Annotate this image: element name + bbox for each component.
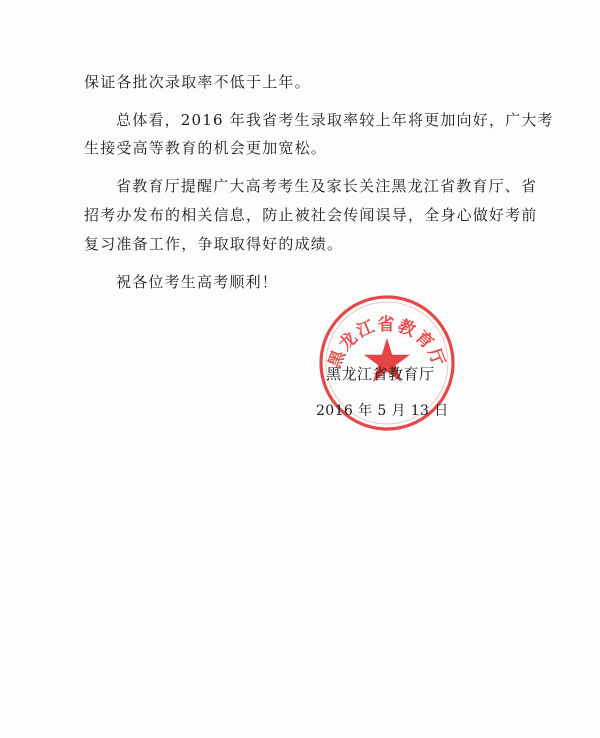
signature-date: 2016 年 5 月 13 日 <box>316 403 449 419</box>
seal-arc-text: 黑龙江省教育厅 <box>324 315 450 371</box>
paragraph-line-4: 省教育厅提醒广大高考考生及家长关注黑龙江省教育厅、省 <box>116 177 538 195</box>
paragraph-line-2: 总体看，2016 年我省考生录取率较上年将更加向好，广大考 <box>116 111 554 129</box>
paragraph-line-3: 生接受高等教育的机会更加宽松。 <box>84 139 328 157</box>
paragraph-line-1: 保证各批次录取率不低于上年。 <box>84 73 311 91</box>
paragraph-line-7: 祝各位考生高考顺利！ <box>116 273 279 291</box>
paragraph-line-5: 招考办发布的相关信息，防止被社会传闻误导，全身心做好考前 <box>84 206 538 224</box>
paragraph-line-6: 复习准备工作，争取取得好的成绩。 <box>84 235 344 253</box>
signature-organization: 黑龙江省教育厅 <box>326 365 435 383</box>
